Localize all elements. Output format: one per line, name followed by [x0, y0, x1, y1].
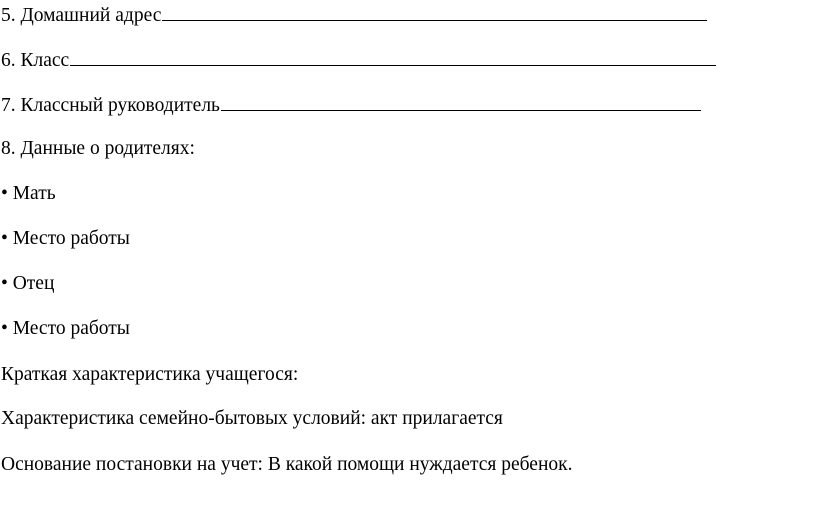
mother-label: • Мать: [1, 183, 56, 204]
registration-basis-row: [1, 453, 572, 477]
mother-row: [1, 182, 56, 206]
parents-header-label: 8. Данные о родителях:: [1, 138, 195, 159]
home-address-blank[interactable]: [162, 2, 707, 21]
parents-header: [1, 137, 195, 161]
father-work-row: [1, 317, 130, 341]
student-summary-row: [1, 363, 298, 387]
mother-work-label: • Место работы: [1, 228, 130, 249]
father-label: • Отец: [1, 273, 55, 294]
family-conditions-label: Характеристика семейно-бытовых условий: акт прилагается: [1, 408, 503, 429]
home-address-row: [1, 2, 707, 28]
home-address-label: 5. Домашний адрес: [1, 5, 162, 26]
class-row: [1, 47, 716, 73]
class-teacher-label: 7. Классный руководитель: [1, 95, 220, 116]
class-teacher-blank[interactable]: [221, 92, 701, 111]
class-teacher-row: [1, 92, 701, 118]
student-summary-label: Краткая характеристика учащегося:: [1, 364, 299, 385]
family-conditions-row: [1, 407, 503, 431]
father-work-label: • Место работы: [1, 318, 130, 339]
registration-basis-label: Основание постановки на учет: В какой помощи нуждается ребенок.: [1, 454, 573, 475]
mother-work-row: [1, 227, 130, 251]
class-blank[interactable]: [70, 47, 716, 66]
father-row: [1, 272, 54, 296]
class-label: 6. Класс: [1, 50, 70, 71]
